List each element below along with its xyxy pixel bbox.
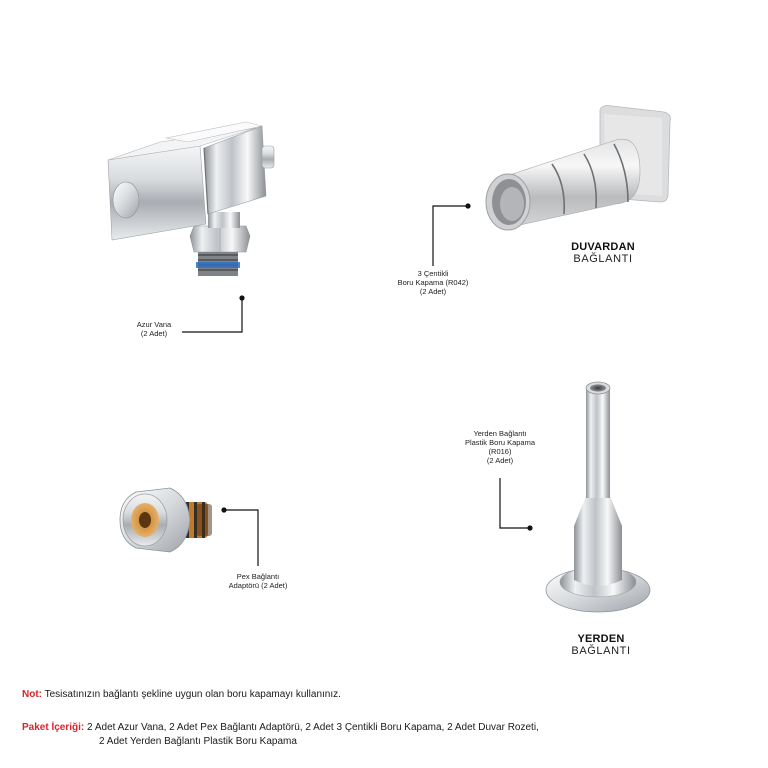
floor-cap-label-line1: Yerden Bağlantı [473,429,527,438]
floor-cap-label-line3: (R016) [488,447,512,456]
valve-label [124,320,184,338]
package-line1: 2 Adet Azur Vana, 2 Adet Pex Bağlantı Adaptörü, 2 Adet 3 Çentikli Boru Kapama, 2 Adet Duvar Rozeti, [87,722,539,733]
package-row [22,721,539,734]
floor-caption [546,633,656,657]
wall-caption-main: DUVARDAN [571,241,635,253]
note-text: Tesisatınızın bağlantı şekline uygun olan boru kapamayı kullanınız. [44,689,341,700]
pex-adapter-image [120,488,212,552]
floor-caption-main: YERDEN [577,633,625,645]
note-label: Not: [22,689,42,700]
wall-caption [548,241,658,265]
floor-pipe-cap-image [546,382,650,612]
pex-label-line1: Pex Bağlantı [236,572,280,581]
valve-label-line1: Azur Vana [136,320,172,329]
note-row [22,688,341,701]
floor-cap-label-line2: Plastik Boru Kapama [464,438,536,447]
wall-cap-label-line1: 3 Çentikli [417,269,449,278]
floor-cap-label [452,429,548,465]
valve-label-line2: (2 Adet) [140,329,168,338]
package-line2: 2 Adet Yerden Bağlantı Plastik Boru Kapama [99,736,297,747]
wall-caption-sub: BAĞLANTI [573,253,633,265]
wall-cap-label-line2: Boru Kapama (R042) [397,278,469,287]
wall-cap-label-line3: (2 Adet) [419,287,447,296]
package-row-2 [99,735,297,748]
leader-dots [221,203,532,530]
wall-pipe-cap-image [486,106,670,231]
floor-caption-sub: BAĞLANTI [571,645,631,657]
package-label: Paket İçeriği: [22,722,85,733]
wall-cap-label [388,269,478,296]
angle-valve-image [108,122,274,276]
floor-cap-label-line4: (2 Adet) [486,456,514,465]
pex-label-line2: Adaptörü (2 Adet) [228,581,288,590]
pex-adapter-label [212,572,304,590]
